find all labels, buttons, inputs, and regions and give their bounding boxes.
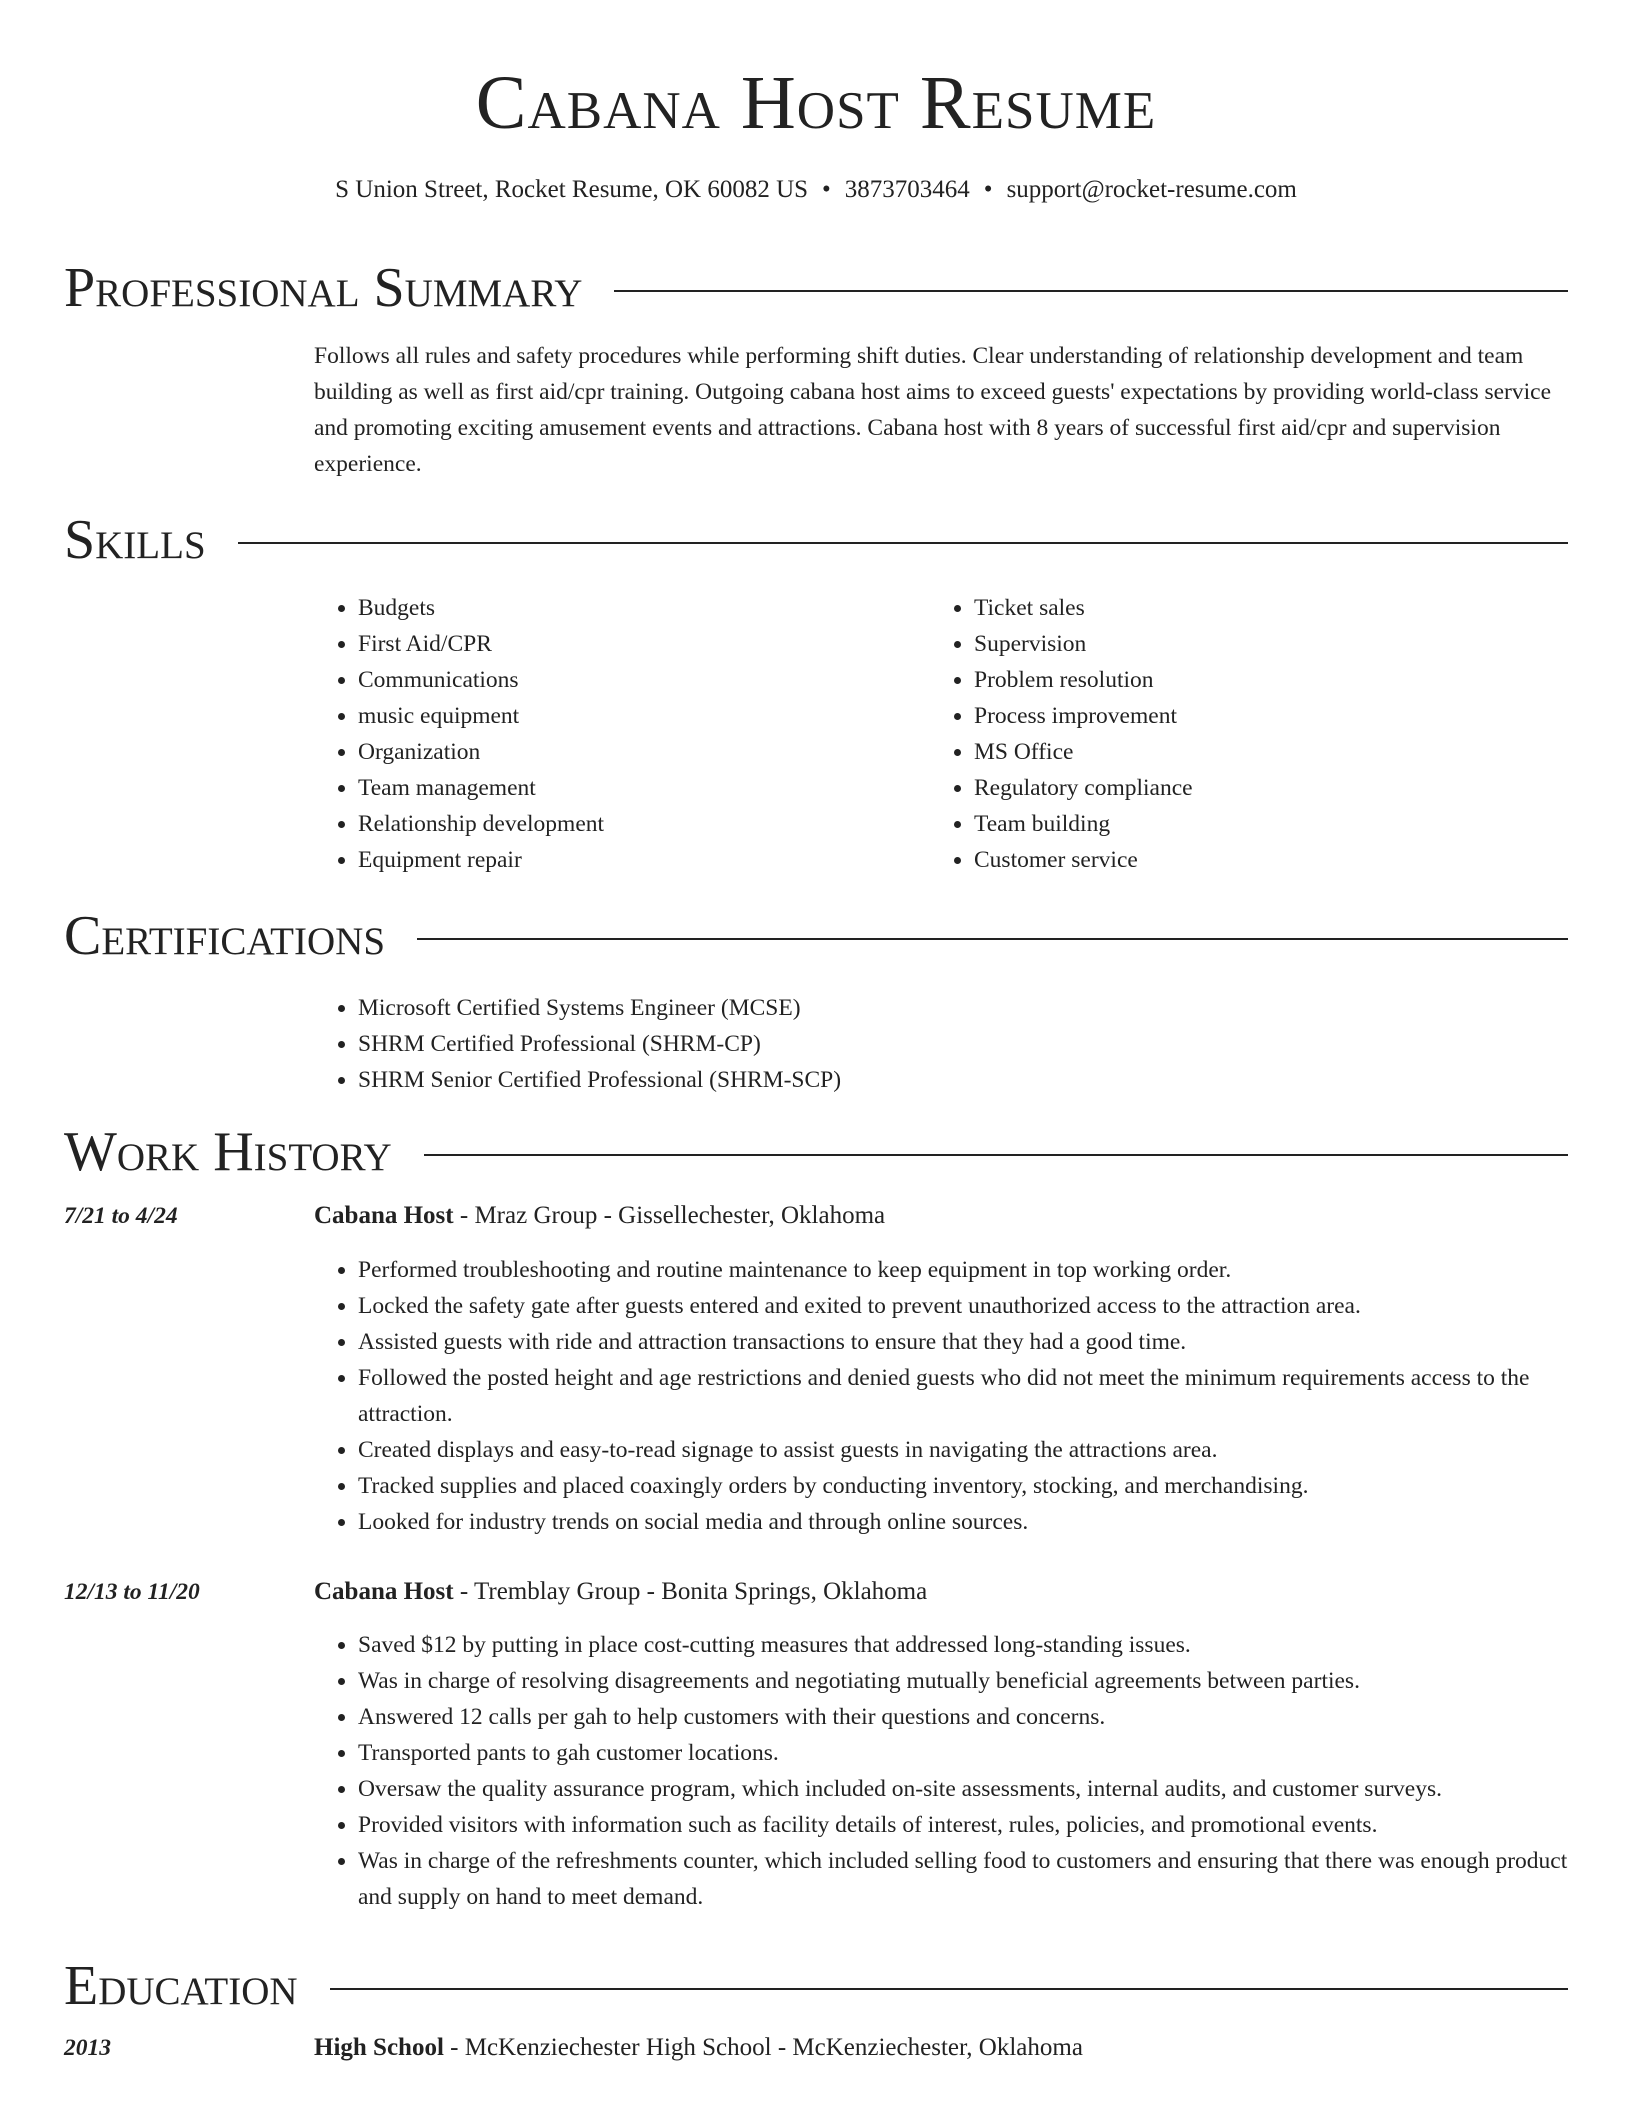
skill-item: • Process improvement [974,698,1546,734]
education-section-header [64,1956,1568,2016]
job-employer: - Mraz Group - Gissellechester, Oklahoma [453,1202,886,1229]
skills-grid [314,590,1568,878]
certification-item: • SHRM Certified Professional (SHRM-CP) [358,1026,1568,1062]
education-degree: High School [314,2034,444,2061]
skill-item: • Ticket sales [974,590,1546,626]
job-dates: 12/13 to 11/20 [64,1579,200,1605]
job-heading [314,1198,885,1234]
certifications-section-title: Certifications [64,905,386,967]
contact-email[interactable]: support@rocket-resume.com [1006,176,1297,203]
contact-separator: • [822,176,831,203]
job-dates: 7/21 to 4/24 [64,1203,178,1229]
job-duty-item: • Looked for industry trends on social media and through online sources. [358,1504,1568,1540]
job-duty-item: • Assisted guests with ride and attraction transactions to ensure that they had a good time. [358,1324,1568,1360]
job-duty-item: • Transported pants to gah customer locations. [358,1735,1568,1771]
skill-item: • Team building [974,806,1546,842]
section-divider [238,542,1568,544]
summary-section-title: Professional Summary [64,257,583,319]
job-duty-item: • Oversaw the quality assurance program, which included on-site assessments, internal audits, and customer surveys. [358,1771,1568,1807]
certifications-list [314,990,1568,1098]
job-duty-item: • Locked the safety gate after guests entered and exited to prevent unauthorized access to the attraction area. [358,1288,1568,1324]
skill-item: • music equipment [358,698,930,734]
education-year: 2013 [64,2035,111,2061]
section-divider [330,1988,1568,1990]
skills-section-header [64,510,1568,570]
education-school: - McKenziechester High School - McKenziechester, Oklahoma [443,2034,1083,2061]
contact-phone: 3873703464 [844,176,970,203]
section-divider [614,290,1568,292]
skill-item: • Relationship development [358,806,930,842]
job-duty-item: • Tracked supplies and placed coaxingly orders by conducting inventory, stocking, and merchandising. [358,1468,1568,1504]
skill-item: • Supervision [974,626,1546,662]
job-duty-item: • Was in charge of resolving disagreements and negotiating mutually beneficial agreements between parties. [358,1663,1568,1699]
section-divider [417,938,1568,940]
job-duty-item: • Created displays and easy-to-read signage to assist guests in navigating the attractions area. [358,1432,1568,1468]
job-duty-item: • Saved $12 by putting in place cost-cutting measures that addressed long-standing issues. [358,1627,1568,1663]
certification-item: • SHRM Senior Certified Professional (SHRM-SCP) [358,1062,1568,1098]
summary-text: Follows all rules and safety procedures while performing shift duties. Clear understanding of relationship development and team building as well as first aid/cpr training. Outgoing cabana host aims to exceed guests' expectations by providing world-class service and promoting exciting amusement events and attractions. Cabana host with 8 years of successful first aid/cpr and supervision experience. [314,343,1552,477]
summary-section-header [64,258,1568,318]
job-duty-item: • Provided visitors with information such as facility details of interest, rules, policies, and promotional events. [358,1807,1568,1843]
skill-item: • Equipment repair [358,842,930,878]
education-section-title: Education [64,1955,298,2017]
skills-column-right [930,590,1546,878]
skill-item: • Budgets [358,590,930,626]
skill-item: • First Aid/CPR [358,626,930,662]
contact-line [0,172,1632,208]
work-section-header [64,1122,1568,1182]
resume-title: Cabana Host Resume [475,61,1157,145]
skill-item: • Organization [358,734,930,770]
skill-item: • Problem resolution [974,662,1546,698]
skills-column-left [314,590,930,878]
job-duty-item: • Was in charge of the refreshments counter, which included selling food to customers and ensuring that there was enough product and supply on hand to meet demand. [358,1843,1568,1915]
job-duty-item: • Performed troubleshooting and routine maintenance to keep equipment in top working order. [358,1252,1568,1288]
job-title: Cabana Host [314,1578,454,1605]
job-duties [314,1627,1568,1915]
job-title: Cabana Host [314,1202,454,1229]
skills-section-title: Skills [64,509,206,571]
certification-item: • Microsoft Certified Systems Engineer (MCSE) [358,990,1568,1026]
skill-item: • Customer service [974,842,1546,878]
skill-item: • Team management [358,770,930,806]
job-heading [314,1574,927,1610]
job-duties [314,1252,1568,1540]
job-duty-item: • Followed the posted height and age restrictions and denied guests who did not meet the minimum requirements access to the attraction. [358,1360,1568,1432]
skill-item: • Regulatory compliance [974,770,1546,806]
job-duty-item: • Answered 12 calls per gah to help customers with their questions and concerns. [358,1699,1568,1735]
work-section-title: Work History [64,1121,392,1183]
certifications-section-header [64,906,1568,966]
job-employer: - Tremblay Group - Bonita Springs, Oklahoma [453,1578,928,1605]
education-heading [314,2030,1083,2066]
contact-address: S Union Street, Rocket Resume, OK 60082 US [335,176,809,203]
contact-separator: • [983,176,993,203]
section-divider [424,1154,1568,1156]
skill-item: • Communications [358,662,930,698]
skill-item: • MS Office [974,734,1546,770]
